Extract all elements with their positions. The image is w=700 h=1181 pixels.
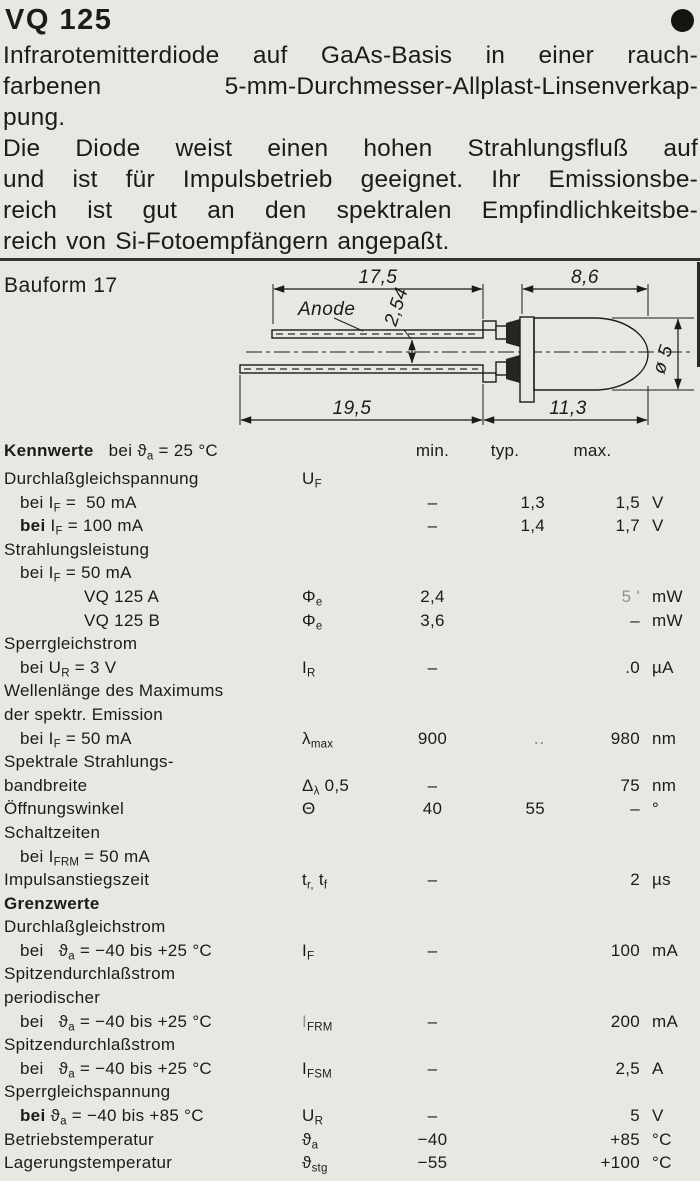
- value-min: −40: [417, 1129, 448, 1149]
- value-unit: V: [652, 516, 664, 536]
- value-max: 200: [610, 1011, 640, 1031]
- package-flange: [520, 317, 534, 402]
- intro-line: und ist für Impulsbetrieb geeignet. Ihr Emissionsbe-: [3, 166, 698, 193]
- row-label: VQ 125 B: [84, 610, 161, 630]
- row-label: Spitzendurchlaßstrom: [4, 964, 176, 984]
- value-min: 40: [422, 799, 443, 819]
- value-unit: µA: [652, 657, 674, 677]
- table-row: [0, 609, 700, 633]
- row-symbol: $t_{r,}$ $t_f$: [302, 870, 328, 892]
- value-max: 5 ': [621, 586, 640, 606]
- row-label: bei $U_R = 3$ V: [20, 657, 117, 680]
- value-unit: nm: [652, 775, 677, 795]
- value-unit: °C: [652, 1153, 672, 1173]
- intro-line: Infrarotemitterdiode auf GaAs-Basis in einer rauch-: [3, 42, 698, 69]
- value-unit: mA: [652, 1011, 679, 1031]
- row-label: VQ 125 A: [84, 586, 160, 606]
- cathode-lead-step: [483, 373, 496, 382]
- table-row: [0, 845, 700, 869]
- value-typ: 1,3: [520, 492, 545, 512]
- row-label: Sperrgleichspannung: [4, 1082, 171, 1102]
- table-row: [0, 868, 700, 892]
- row-symbol: $I_F$: [302, 940, 315, 963]
- row-label: der spektr. Emission: [4, 704, 164, 724]
- table-row: [0, 821, 700, 845]
- value-unit: µs: [652, 870, 671, 890]
- value-min: –: [427, 1058, 438, 1078]
- table-row: [0, 1010, 700, 1034]
- intro-line: farbenen 5-mm-Durchmesser-Allplast-Linsenverkap-: [3, 73, 698, 100]
- table-row: [0, 1104, 700, 1128]
- value-unit: V: [652, 1106, 664, 1126]
- col-header-max: max.: [573, 441, 612, 460]
- row-symbol: $\lambda_{max}$: [302, 728, 334, 751]
- row-symbol: $U_R$: [302, 1106, 324, 1128]
- row-symbol: $\Phi_e$: [302, 610, 323, 633]
- value-min: −55: [417, 1153, 448, 1173]
- dim-label-cap-top: 8,6: [571, 267, 599, 288]
- row-symbol: $U_F$: [302, 469, 322, 491]
- value-max: –: [630, 799, 640, 819]
- dim-label-diameter: ø 5: [648, 342, 678, 377]
- value-max: .0: [625, 657, 640, 677]
- value-unit: mA: [652, 940, 679, 960]
- dim-label-lead-bottom: 19,5: [332, 398, 372, 419]
- row-label: Durchlaßgleichspannung: [4, 469, 199, 488]
- value-unit: A: [652, 1058, 664, 1078]
- row-label: bei $ϑ_a = -40$ bis +25 °C: [20, 940, 212, 963]
- value-min: 3,6: [420, 610, 445, 630]
- value-min: 2,4: [420, 586, 445, 606]
- table-row: [0, 986, 700, 1010]
- value-max: 5: [630, 1106, 640, 1126]
- value-min: –: [427, 657, 438, 677]
- value-max: 1,7: [615, 516, 640, 536]
- value-min: –: [427, 775, 438, 795]
- value-min: –: [427, 1011, 438, 1031]
- value-unit: mW: [652, 586, 683, 606]
- value-unit: nm: [652, 728, 677, 748]
- value-min: –: [427, 1106, 438, 1126]
- section-divider: [0, 258, 700, 261]
- row-label: Impulsanstiegszeit: [4, 870, 150, 890]
- row-label: bei $ϑ_a = -40$ bis +85 °C: [20, 1106, 204, 1128]
- table-row: [0, 774, 700, 798]
- value-max: –: [630, 610, 640, 630]
- row-symbol: $\Phi_e$: [302, 586, 323, 609]
- anode-crimp: [506, 319, 520, 347]
- table-row: [0, 1151, 700, 1175]
- row-label: bei $I_F = 50$ mA: [20, 563, 132, 585]
- row-label: bei $ϑ_a = -40$ bis +25 °C: [20, 1058, 212, 1081]
- value-max: 2: [630, 870, 640, 890]
- table-row: [0, 939, 700, 963]
- intro-line: reich ist gut an den spektralen Empfindlichkeitsbe-: [3, 197, 698, 224]
- row-label: Lagerungstemperatur: [4, 1153, 173, 1173]
- table-header-row: [0, 437, 700, 467]
- row-symbol: $\Delta_\lambda$ 0,5: [302, 775, 350, 798]
- row-label: Spektrale Strahlungs-: [4, 752, 174, 772]
- row-label: Strahlungsleistung: [4, 539, 150, 559]
- row-label: Sperrgleichstrom: [4, 634, 138, 654]
- table-row: [0, 1057, 700, 1081]
- value-min: 900: [417, 728, 448, 748]
- row-label: bei $I_F = 50$ mA: [20, 492, 137, 515]
- intro-line: reich von Si-Fotoempfängern angepaßt.: [3, 228, 450, 255]
- intro-paragraph: [3, 40, 698, 257]
- row-label: Schaltzeiten: [4, 822, 101, 842]
- row-symbol: $ϑ_{stg}$: [302, 1153, 328, 1175]
- package-body: [534, 318, 648, 390]
- row-symbol: Θ: [302, 799, 316, 819]
- value-min: –: [427, 492, 438, 512]
- value-unit: mW: [652, 610, 683, 630]
- table-row: [0, 1128, 700, 1152]
- cathode-lead: [240, 365, 483, 373]
- value-typ: 55: [525, 799, 545, 819]
- row-label: Betriebstemperatur: [4, 1129, 154, 1149]
- parameter-table: [0, 437, 700, 1175]
- row-label: bei $I_F = 100$ mA: [20, 516, 144, 538]
- table-row: [0, 561, 700, 585]
- col-header-typ: typ.: [490, 441, 520, 460]
- row-symbol: $ϑ_a$: [302, 1129, 319, 1152]
- value-max: 980: [610, 728, 640, 748]
- value-unit: V: [652, 492, 664, 512]
- dim-label-lead-top: 17,5: [358, 267, 398, 288]
- anode-lead-step: [483, 321, 496, 330]
- col-header-min: min.: [415, 441, 450, 460]
- value-max: 1,5: [615, 492, 640, 512]
- value-max: 2,5: [615, 1058, 640, 1078]
- row-label: Spitzendurchlaßstrom: [4, 1035, 176, 1055]
- row-symbol: $I_{FSM}$: [302, 1058, 332, 1081]
- row-label: bandbreite: [4, 775, 88, 795]
- row-label: Wellenlänge des Maximums: [4, 681, 224, 701]
- value-max: 100: [610, 940, 640, 960]
- punch-mark: [669, 7, 696, 34]
- dim-label-pitch: 2,54: [380, 284, 413, 329]
- row-symbol: $I_{FRM}$: [302, 1011, 333, 1034]
- table-row: [0, 656, 700, 680]
- value-max: +100: [600, 1153, 640, 1173]
- anode-label: Anode: [298, 299, 356, 320]
- value-max: 75: [620, 775, 640, 795]
- table-row: [0, 703, 700, 727]
- bauform-label: Bauform 17: [4, 274, 118, 297]
- table-row: [0, 514, 700, 538]
- value-min: –: [427, 940, 438, 960]
- value-unit: °C: [652, 1129, 672, 1149]
- cathode-crimp: [506, 355, 520, 383]
- intro-line: Die Diode weist einen hohen Strahlungsfluß auf: [3, 135, 698, 162]
- table-row: [0, 467, 700, 491]
- intro-line: pung.: [3, 104, 66, 131]
- value-unit: °: [652, 799, 660, 819]
- table-row: [0, 585, 700, 609]
- table-row: [0, 538, 700, 562]
- page-title: VQ 125: [5, 4, 113, 36]
- row-label: Öffnungswinkel: [4, 799, 125, 819]
- row-label: bei $I_F = 50$ mA: [20, 728, 132, 751]
- row-label: bei $I_{FRM} = 50$ mA: [20, 846, 151, 868]
- value-min: –: [427, 870, 438, 890]
- row-label: periodischer: [4, 988, 101, 1008]
- row-label: Durchlaßgleichstrom: [4, 917, 166, 937]
- diode-outline-drawing: [0, 262, 700, 434]
- value-min: –: [427, 516, 438, 536]
- value-typ: 1,4: [520, 516, 545, 536]
- table-header-title: Kennwerte bei $ϑ_a = 25$ °C: [4, 441, 218, 463]
- value-typ: ‥: [533, 728, 545, 748]
- table-row: [0, 727, 700, 751]
- row-label: Grenzwerte: [4, 893, 100, 913]
- dim-label-cap-bottom: 11,3: [549, 398, 587, 419]
- table-row: [0, 915, 700, 939]
- value-max: +85: [610, 1129, 640, 1149]
- row-symbol: $I_R$: [302, 657, 316, 680]
- row-label: bei $ϑ_a = -40$ bis +25 °C: [20, 1011, 212, 1034]
- table-row: [0, 797, 700, 821]
